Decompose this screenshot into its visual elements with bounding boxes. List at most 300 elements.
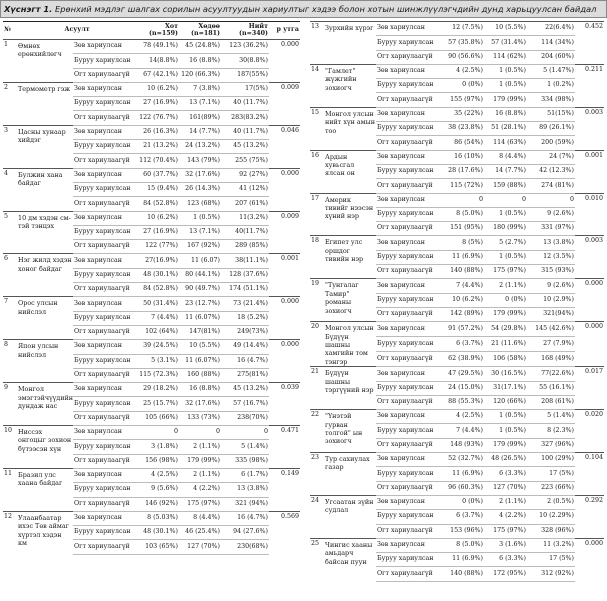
- question-number: 12: [3, 511, 17, 554]
- total-value: 11(3.2%): [221, 211, 269, 225]
- rural-value: 13 (7.1%): [179, 225, 221, 239]
- rural-value: 30 (16.5%): [484, 367, 527, 381]
- question-number: 23: [310, 453, 324, 496]
- results-table-right: [310, 21, 604, 582]
- rural-value: 80 (44.1%): [179, 268, 221, 282]
- question-number: 22: [310, 410, 324, 453]
- rural-value: 3 (1.6%): [484, 538, 527, 552]
- p-value: 0.211: [575, 64, 604, 107]
- rural-value: 1 (0.5%): [484, 64, 527, 78]
- header-question: Асуулт: [64, 26, 90, 34]
- question-number: 14: [310, 64, 324, 107]
- total-value: 208 (61%): [527, 395, 575, 409]
- total-value: 249(73%): [221, 325, 269, 339]
- answer-category: Зөв хариулсан: [376, 367, 440, 381]
- city-value: 21 (13.2%): [137, 140, 179, 154]
- rural-value: 14 (7.7%): [179, 125, 221, 139]
- total-value: 5 (1.47%): [527, 64, 575, 78]
- table-row: [3, 297, 300, 311]
- answer-category: Огт хариулаагүй: [376, 395, 440, 409]
- city-value: 122 (77%): [137, 240, 179, 254]
- rural-value: 32 (17.6%): [179, 397, 221, 411]
- total-value: 327 (96%): [527, 438, 575, 452]
- rural-value: 114 (63%): [484, 136, 527, 150]
- rural-value: 10 (5.5%): [179, 340, 221, 354]
- total-value: 230(68%): [221, 540, 269, 554]
- answer-category: Зөв хариулсан: [73, 511, 137, 525]
- answer-category: Зөв хариулсан: [73, 82, 137, 96]
- answer-category: Огт хариулаагүй: [73, 540, 137, 554]
- total-value: 51(15%): [527, 107, 575, 121]
- answer-category: Огт хариулаагүй: [73, 240, 137, 254]
- table-row: [3, 168, 300, 182]
- rural-value: 175 (97%): [484, 524, 527, 538]
- caption-text: Ерөнхий мэдлэг шалгах сорилын асуултуудын хариултыг хэдээ болон хотын шинжлүүлэгчдийн дунд харьцуулсан байдал: [54, 4, 597, 14]
- city-value: 3 (1.8%): [137, 440, 179, 454]
- answer-category: Зөв хариулсан: [376, 538, 440, 552]
- answer-category: Зөв хариулсан: [73, 168, 137, 182]
- right-table-panel: [310, 21, 604, 582]
- question-text: Монгол улсын нийт хүн амын тоо: [324, 107, 376, 150]
- answer-category: Зөв хариулсан: [376, 410, 440, 424]
- question-number: 16: [310, 150, 324, 193]
- city-value: 11 (6.9%): [440, 250, 484, 264]
- rural-value: 16 (8.8%): [484, 107, 527, 121]
- city-value: 50 (31.4%): [137, 297, 179, 311]
- answer-category: Буруу хариулсан: [376, 510, 440, 524]
- total-value: 321 (94%): [221, 497, 269, 511]
- total-value: 128 (37.6%): [221, 268, 269, 282]
- table-row: [3, 383, 300, 397]
- question-number: 13: [310, 22, 324, 65]
- answer-category: Огт хариулаагүй: [73, 68, 137, 82]
- rural-value: 32 (17.6%): [179, 168, 221, 182]
- answer-category: Буруу хариулсан: [73, 526, 137, 540]
- table-row: [3, 340, 300, 354]
- city-value: 96 (60.3%): [440, 481, 484, 495]
- question-number: 2: [3, 82, 17, 125]
- answer-category: Зөв хариулсан: [376, 150, 440, 164]
- answer-category: Огт хариулаагүй: [73, 411, 137, 425]
- answer-category: Буруу хариулсан: [376, 553, 440, 567]
- rural-value: 159 (88%): [484, 179, 527, 193]
- question-number: 10: [3, 426, 17, 469]
- rural-value: 1 (0.5%): [484, 207, 527, 221]
- total-value: 223 (66%): [527, 481, 575, 495]
- total-value: 92 (27%): [221, 168, 269, 182]
- total-value: 18 (5.2%): [221, 311, 269, 325]
- rural-value: 123 (68%): [179, 197, 221, 211]
- city-value: 142 (89%): [440, 307, 484, 321]
- answer-category: Огт хариулаагүй: [73, 283, 137, 297]
- p-value: 0.000: [269, 340, 300, 383]
- total-value: 174 (51.1%): [221, 283, 269, 297]
- city-value: 122 (76.7%): [137, 111, 179, 125]
- city-value: 8 (5.0%): [440, 207, 484, 221]
- header-city: [137, 22, 179, 40]
- answer-category: Зөв хариулсан: [73, 40, 137, 54]
- rural-value: 51 (28.1%): [484, 122, 527, 136]
- city-value: 52 (32.7%): [440, 453, 484, 467]
- total-value: 5 (1.4%): [527, 410, 575, 424]
- rural-value: 120 (66%): [484, 395, 527, 409]
- answer-category: Буруу хариулсан: [73, 97, 137, 111]
- rural-value: 4 (2.2%): [179, 483, 221, 497]
- total-value: 22(6.4%): [527, 22, 575, 36]
- total-value: 49 (14.4%): [221, 340, 269, 354]
- table-row: [310, 538, 604, 552]
- question-text: Америк тивийг нээсэн хүний нэр: [324, 193, 376, 236]
- p-value: 0.020: [575, 410, 604, 453]
- city-value: 27(16.9%): [137, 254, 179, 268]
- city-value: 86 (54%): [440, 136, 484, 150]
- total-value: 187(55%): [221, 68, 269, 82]
- answer-category: Зөв хариулсан: [376, 107, 440, 121]
- p-value: 0.000: [575, 279, 604, 322]
- total-value: 145 (42.6%): [527, 322, 575, 337]
- question-number: 7: [3, 297, 17, 340]
- answer-category: Зөв хариулсан: [376, 495, 440, 509]
- table-row: [310, 367, 604, 381]
- table-row: [3, 40, 300, 54]
- answer-category: Зөв хариулсан: [73, 383, 137, 397]
- rural-value: 57 (31.4%): [484, 36, 527, 50]
- table-row: [310, 279, 604, 293]
- table-row: [310, 410, 604, 424]
- rural-value: 6 (3.3%): [484, 467, 527, 481]
- answer-category: Буруу хариулсан: [376, 79, 440, 93]
- total-value: 40 (11.7%): [221, 125, 269, 139]
- answer-category: Огт хариулаагүй: [73, 154, 137, 168]
- rural-value: 147(81%): [179, 325, 221, 339]
- rural-value: 120 (66.3%): [179, 68, 221, 82]
- answer-category: Огт хариулаагүй: [73, 197, 137, 211]
- total-value: 207 (61%): [221, 197, 269, 211]
- total-value: 315 (93%): [527, 265, 575, 279]
- rural-value: 11 (6.07): [179, 254, 221, 268]
- total-value: 16 (4.7%): [221, 511, 269, 525]
- answer-category: Огт хариулаагүй: [376, 438, 440, 452]
- city-value: 27 (16.9%): [137, 97, 179, 111]
- question-number: 24: [310, 495, 324, 538]
- table-row: [310, 236, 604, 250]
- city-value: 27 (16.9%): [137, 225, 179, 239]
- answer-category: Огт хариулаагүй: [376, 93, 440, 107]
- table-header-row: [3, 22, 300, 40]
- table-row: [310, 193, 604, 207]
- rural-value: 26 (14.3%): [179, 182, 221, 196]
- answer-category: Огт хариулаагүй: [376, 307, 440, 321]
- answer-category: Зөв хариулсан: [73, 297, 137, 311]
- rural-value: 2 (1.1%): [484, 279, 527, 293]
- rural-value: 5 (2.7%): [484, 236, 527, 250]
- answer-category: Огт хариулаагүй: [376, 136, 440, 150]
- answer-category: Буруу хариулсан: [376, 207, 440, 221]
- question-text: Япон улсын нийслэл: [17, 340, 73, 383]
- city-value: 0 (0%): [440, 79, 484, 93]
- answer-category: Буруу хариулсан: [73, 54, 137, 68]
- question-number: 3: [3, 125, 17, 168]
- header-city-label: Хот: [165, 22, 178, 30]
- rural-value: 179 (99%): [484, 438, 527, 452]
- city-value: 10 (6.2%): [137, 211, 179, 225]
- table-row: [310, 495, 604, 509]
- city-value: 105 (66%): [137, 411, 179, 425]
- city-value: 5 (3.1%): [137, 354, 179, 368]
- city-value: 7 (4.4%): [440, 279, 484, 293]
- header-total: [221, 22, 269, 40]
- rural-value: 161(89%): [179, 111, 221, 125]
- city-value: 148 (93%): [440, 438, 484, 452]
- question-text: Египет улс оршдог тивийн нэр: [324, 236, 376, 279]
- p-value: 0.569: [269, 511, 300, 554]
- question-text: Зурхийн хүрэг: [324, 22, 376, 65]
- answer-category: Зөв хариулсан: [73, 125, 137, 139]
- city-value: 25 (15.7%): [137, 397, 179, 411]
- rural-value: 21 (11.6%): [484, 337, 527, 352]
- rural-value: 0: [179, 426, 221, 440]
- total-value: 40(11.7%): [221, 225, 269, 239]
- question-text: Бүдүүн шашны тэргүүний нэр: [324, 367, 376, 410]
- header-city-n: (n=159): [149, 29, 178, 37]
- answer-category: Буруу хариулсан: [376, 122, 440, 136]
- total-value: 200 (59%): [527, 136, 575, 150]
- question-text: "Үнэтэй гурван толгой" ын зохиогч: [324, 410, 376, 453]
- city-value: 6 (3.7%): [440, 337, 484, 352]
- question-text: Монгол улсын Бүдүүн шашны хамгийн том тэнгэр: [324, 322, 376, 367]
- answer-category: Огт хариулаагүй: [73, 325, 137, 339]
- rural-value: 11 (6.07%): [179, 354, 221, 368]
- city-value: 155 (97%): [440, 93, 484, 107]
- rural-value: 7 (3.8%): [179, 82, 221, 96]
- city-value: 10 (6.2%): [440, 293, 484, 307]
- answer-category: Огт хариулаагүй: [376, 265, 440, 279]
- rural-value: 106 (58%): [484, 352, 527, 367]
- city-value: 57 (35.8%): [440, 36, 484, 50]
- city-value: 7 (4.4%): [137, 311, 179, 325]
- question-number: 8: [3, 340, 17, 383]
- city-value: 38 (23.8%): [440, 122, 484, 136]
- rural-value: 48 (26.5%): [484, 453, 527, 467]
- rural-value: 175 (97%): [179, 497, 221, 511]
- question-number: 1: [3, 40, 17, 83]
- rural-value: 175 (97%): [484, 265, 527, 279]
- city-value: 39 (24.5%): [137, 340, 179, 354]
- answer-category: Зөв хариулсан: [73, 254, 137, 268]
- total-value: 6 (1.7%): [221, 468, 269, 482]
- p-value: 0.009: [269, 82, 300, 125]
- table-caption: [0, 0, 607, 18]
- answer-category: Буруу хариулсан: [376, 381, 440, 395]
- answer-category: Зөв хариулсан: [73, 211, 137, 225]
- total-value: 17(5%): [221, 82, 269, 96]
- total-value: 77(22.6%): [527, 367, 575, 381]
- total-value: 2 (0.5%): [527, 495, 575, 509]
- answer-category: Огт хариулаагүй: [376, 50, 440, 64]
- rural-value: 160 (88%): [179, 368, 221, 382]
- rural-value: 0 (0%): [484, 293, 527, 307]
- table-row: [3, 426, 300, 440]
- answer-category: Буруу хариулсан: [73, 354, 137, 368]
- answer-category: Буруу хариулсан: [376, 293, 440, 307]
- table-row: [3, 211, 300, 225]
- p-value: 0.046: [269, 125, 300, 168]
- total-value: 16 (4.7%): [221, 354, 269, 368]
- answer-category: Зөв хариулсан: [376, 453, 440, 467]
- rural-value: 167 (92%): [179, 240, 221, 254]
- question-text: Угсаатан зүйн судлал: [324, 495, 376, 538]
- answer-category: Буруу хариулсан: [376, 36, 440, 50]
- total-value: 321(94%): [527, 307, 575, 321]
- question-number: 17: [310, 193, 324, 236]
- answer-category: Буруу хариулсан: [73, 225, 137, 239]
- rural-value: 179 (99%): [179, 454, 221, 468]
- rural-value: 1 (0.5%): [484, 250, 527, 264]
- p-value: 0.001: [575, 150, 604, 193]
- rural-value: 1 (0.5%): [179, 211, 221, 225]
- question-text: Нэг жилд хэдэн хоног байдаг: [17, 254, 73, 297]
- table-row: [3, 468, 300, 482]
- table-row: [310, 64, 604, 78]
- question-number: 21: [310, 367, 324, 410]
- answer-category: Буруу хариулсан: [376, 337, 440, 352]
- city-value: 90 (56.6%): [440, 50, 484, 64]
- total-value: 9 (2.6%): [527, 207, 575, 221]
- caption-label: Хүснэгт 1.: [4, 4, 53, 14]
- total-value: 238(70%): [221, 411, 269, 425]
- answer-category: Зөв хариулсан: [376, 64, 440, 78]
- answer-category: Зөв хариулсан: [376, 22, 440, 36]
- question-number: 4: [3, 168, 17, 211]
- question-text: Улаанбаатар ихэс Төв аймаг хүртэл хэдэн км: [17, 511, 73, 554]
- total-value: 27 (7.9%): [527, 337, 575, 352]
- table-row: [310, 150, 604, 164]
- rural-value: 31(17.1%): [484, 381, 527, 395]
- question-text: Чингис хааны амьдарч байсан пуун: [324, 538, 376, 581]
- city-value: 4 (2.5%): [137, 468, 179, 482]
- answer-category: Огт хариулаагүй: [73, 454, 137, 468]
- city-value: 47 (29.5%): [440, 367, 484, 381]
- results-table-left: [3, 21, 300, 555]
- total-value: 8 (2.3%): [527, 424, 575, 438]
- city-value: 115 (72%): [440, 179, 484, 193]
- answer-category: Буруу хариулсан: [73, 140, 137, 154]
- question-text: "Тунгалаг Тамир" романы зохиогч: [324, 279, 376, 322]
- answer-category: Огт хариулаагүй: [376, 524, 440, 538]
- total-value: 45 (13.2%): [221, 383, 269, 397]
- total-value: 55 (16.1%): [527, 381, 575, 395]
- question-number: 9: [3, 383, 17, 426]
- answer-category: Огт хариулаагүй: [376, 179, 440, 193]
- city-value: 16 (10%): [440, 150, 484, 164]
- total-value: 100 (29%): [527, 453, 575, 467]
- rural-value: 46 (25.4%): [179, 526, 221, 540]
- p-value: 0.471: [269, 426, 300, 469]
- total-value: 9 (2.6%): [527, 279, 575, 293]
- total-value: 42 (12.3%): [527, 164, 575, 178]
- rural-value: 13 (7.1%): [179, 97, 221, 111]
- city-value: 24 (15.0%): [440, 381, 484, 395]
- rural-value: 2 (1.1%): [484, 495, 527, 509]
- total-value: 17 (5%): [527, 467, 575, 481]
- city-value: 0: [137, 426, 179, 440]
- table-row: [3, 254, 300, 268]
- rural-value: 16 (8.8%): [179, 54, 221, 68]
- answer-category: Огт хариулаагүй: [376, 481, 440, 495]
- answer-category: Буруу хариулсан: [376, 164, 440, 178]
- rural-value: 54 (29.8%): [484, 322, 527, 337]
- rural-value: 23 (12.7%): [179, 297, 221, 311]
- rural-value: 1 (0.5%): [484, 424, 527, 438]
- p-value: 0.000: [575, 538, 604, 581]
- answer-category: Буруу хариулсан: [73, 182, 137, 196]
- header-no: №: [4, 26, 11, 34]
- total-value: 57 (16.7%): [221, 397, 269, 411]
- total-value: 0: [221, 426, 269, 440]
- table-row: [310, 453, 604, 467]
- rural-value: 45 (24.8%): [179, 40, 221, 54]
- question-text: 10 дм хэдэн см-тэй тэнцэх: [17, 211, 73, 254]
- total-value: 114 (34%): [527, 36, 575, 50]
- city-value: 140 (88%): [440, 265, 484, 279]
- total-value: 11 (3.2%): [527, 538, 575, 552]
- rural-value: 0: [484, 193, 527, 207]
- city-value: 156 (98%): [137, 454, 179, 468]
- rural-value: 172 (95%): [484, 567, 527, 581]
- city-value: 78 (49.1%): [137, 40, 179, 54]
- header-p: p утга: [276, 26, 299, 34]
- p-value: 0.000: [269, 297, 300, 340]
- p-value: 0.010: [575, 193, 604, 236]
- table-row: [3, 511, 300, 525]
- question-number: 25: [310, 538, 324, 581]
- p-value: 0.039: [269, 383, 300, 426]
- city-value: 29 (18.2%): [137, 383, 179, 397]
- rural-value: 6 (3.3%): [484, 553, 527, 567]
- question-number: 15: [310, 107, 324, 150]
- total-value: 89 (26.1%): [527, 122, 575, 136]
- answer-category: Буруу хариулсан: [73, 268, 137, 282]
- rural-value: 8 (4.4%): [179, 511, 221, 525]
- city-value: 84 (52.8%): [137, 283, 179, 297]
- table-body-right: [310, 22, 604, 582]
- city-value: 102 (64%): [137, 325, 179, 339]
- answer-category: Зөв хариулсан: [73, 426, 137, 440]
- question-text: "Гамлет" жүжгийн зохиогч: [324, 64, 376, 107]
- total-value: 10 (2.9%): [527, 293, 575, 307]
- rural-value: 8 (4.4%): [484, 150, 527, 164]
- city-value: 7 (4.4%): [440, 424, 484, 438]
- city-value: 15 (9.4%): [137, 182, 179, 196]
- p-value: 0.001: [269, 254, 300, 297]
- question-number: 19: [310, 279, 324, 322]
- rural-value: 1 (0.5%): [484, 79, 527, 93]
- city-value: 28 (17.6%): [440, 164, 484, 178]
- city-value: 8 (5.0%): [440, 538, 484, 552]
- question-text: Өмнөх ерөнхийлөгч: [17, 40, 73, 83]
- header-rural: [179, 22, 221, 40]
- total-value: 334 (98%): [527, 93, 575, 107]
- table-row: [310, 22, 604, 36]
- total-value: 274 (81%): [527, 179, 575, 193]
- p-value: 0.292: [575, 495, 604, 538]
- city-value: 8 (5%): [440, 236, 484, 250]
- rural-value: 127 (70%): [484, 481, 527, 495]
- rural-value: 11 (6.07%): [179, 311, 221, 325]
- total-value: 328 (96%): [527, 524, 575, 538]
- question-number: 11: [3, 468, 17, 511]
- answer-category: Буруу хариулсан: [376, 467, 440, 481]
